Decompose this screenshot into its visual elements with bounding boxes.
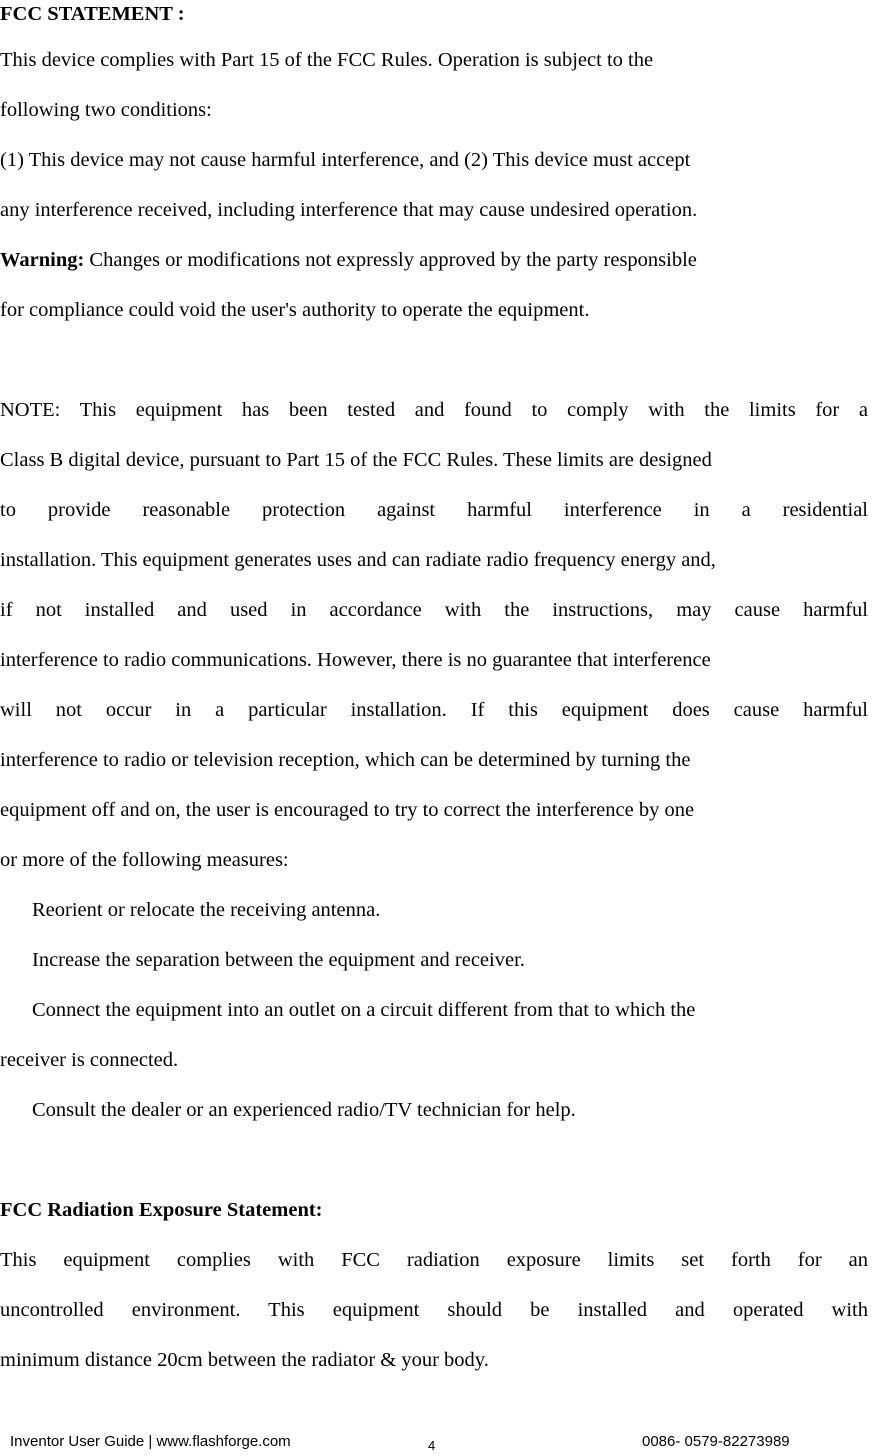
warning-line-1 (0, 246, 868, 274)
note-line-5: if not installed and used in accordance with the instructions, may cause harmful (0, 599, 868, 621)
radiation-heading: FCC Radiation Exposure Statement: (0, 1199, 323, 1221)
note-line-7: will not occur in a particular installation. If this equipment does cause harmful (0, 699, 868, 721)
fcc-line-4: any interference received, including interference that may cause undesired operation. (0, 199, 698, 221)
radiation-line-3: minimum distance 20cm between the radiator & your body. (0, 1349, 489, 1371)
warning-label: Warning: (0, 249, 85, 271)
note-line-2: Class B digital device, pursuant to Part 15 of the FCC Rules. These limits are designed (0, 449, 712, 471)
measure-separation: Increase the separation between the equipment and receiver. (32, 949, 525, 971)
fcc-line-3: (1) This device may not cause harmful interference, and (2) This device must accept (0, 149, 691, 171)
footer-page-number: 4 (428, 1438, 436, 1453)
note-line-3: to provide reasonable protection against harmful interference in a residential (0, 499, 868, 521)
note-line-8: interference to radio or television reception, which can be determined by turning the (0, 749, 691, 771)
note-line-1: NOTE: This equipment has been tested and found to comply with the limits for a (0, 399, 868, 421)
warning-line-2: for compliance could void the user's authority to operate the equipment. (0, 299, 590, 321)
footer-guide-and-website: Inventor User Guide | www.flashforge.com (10, 1433, 291, 1450)
note-line-4: installation. This equipment generates uses and can radiate radio frequency energy and, (0, 549, 716, 571)
fcc-line-1: This device complies with Part 15 of the FCC Rules. Operation is subject to the (0, 49, 654, 71)
measure-reorient: Reorient or relocate the receiving antenna. (32, 899, 381, 921)
footer-phone-number: 0086- 0579-82273989 (642, 1433, 790, 1450)
note-line-9: equipment off and on, the user is encouraged to try to correct the interference by one (0, 799, 695, 821)
fcc-line-2: following two conditions: (0, 99, 212, 121)
radiation-line-1: This equipment complies with FCC radiation exposure limits set forth for an (0, 1249, 868, 1271)
measure-consult-dealer: Consult the dealer or an experienced radio/TV technician for help. (32, 1099, 576, 1121)
measure-outlet-line-2: receiver is connected. (0, 1049, 179, 1071)
measure-outlet-line-1: Connect the equipment into an outlet on a circuit different from that to which the (32, 999, 696, 1021)
warning-text: Changes or modifications not expressly approved by the party responsible (84, 249, 697, 271)
fcc-statement-heading: FCC STATEMENT : (0, 3, 185, 25)
note-line-6: interference to radio communications. However, there is no guarantee that interference (0, 649, 711, 671)
radiation-line-2: uncontrolled environment. This equipment should be installed and operated with (0, 1299, 868, 1321)
note-line-10: or more of the following measures: (0, 849, 289, 871)
